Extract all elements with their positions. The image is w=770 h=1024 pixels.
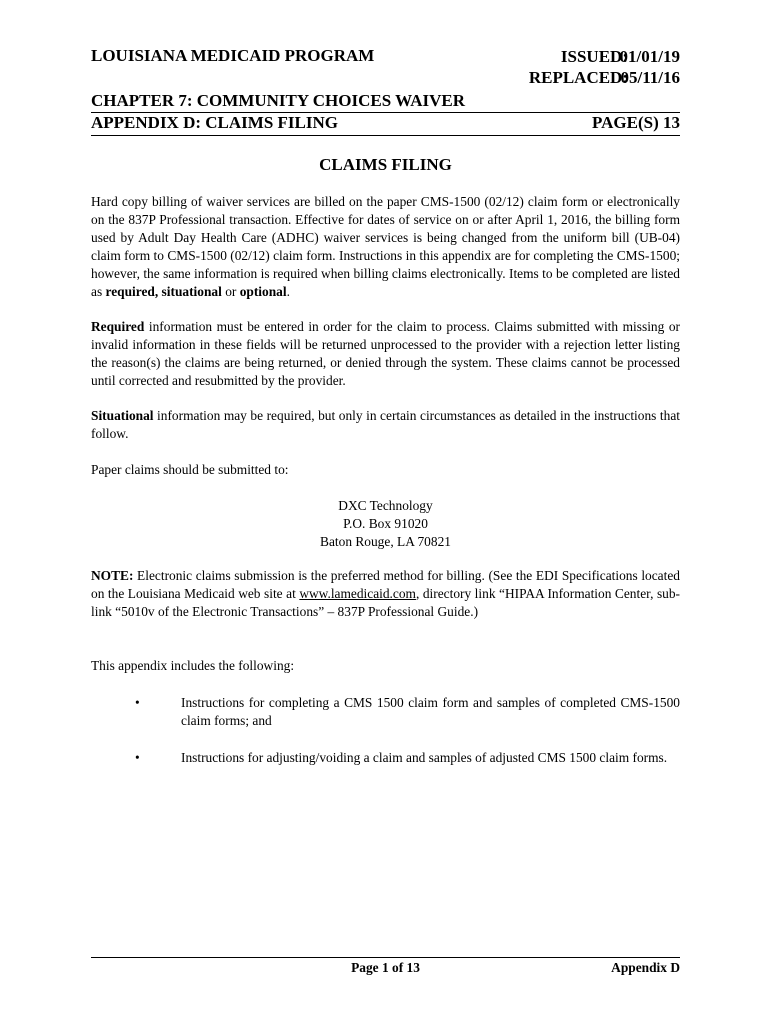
intro-paragraph xyxy=(91,193,680,301)
issued-date: 01/01/19 xyxy=(619,47,680,66)
list-item-text: Instructions for adjusting/voiding a claim and samples of adjusted CMS 1500 claim forms. xyxy=(181,750,668,765)
note-text-1: Electronic claims submission is the preferred method for billing. (See the EDI Specifications located on the Louisiana Medicaid web site at xyxy=(91,568,680,601)
footer-appendix: Appendix D xyxy=(611,960,680,975)
required-label: Required xyxy=(91,319,145,334)
intro-text: Hard copy billing of waiver services are billed on the paper CMS-1500 (02/12) claim form or electronically on the 837P Professional transaction. Effective for dates of service on or after April 1, 2016, the billing form used by Adult Day Health Care (ADHC) waiver services is being changed from the uniform bill (UB-04) claim form to CMS-1500 (02/12) claim form. Instructions in this appendix are for completing the CMS-1500; however, the same information is required when billing claims electronically. Items to be completed are listed as xyxy=(91,194,680,299)
includes-paragraph: This appendix includes the following: xyxy=(91,658,295,673)
header-dates xyxy=(620,46,680,88)
bullet-list xyxy=(91,694,680,786)
replaced-label: REPLACED: xyxy=(528,68,628,87)
submission-paragraph: Paper claims should be submitted to: xyxy=(91,462,289,477)
note-label: NOTE: xyxy=(91,568,134,583)
lamedicaid-link[interactable]: www.lamedicaid.com xyxy=(299,586,416,601)
footer-page-number: Page 1 of 13 xyxy=(351,960,420,975)
list-item xyxy=(91,694,680,730)
required-text: information must be entered in order for the claim to process. Claims submitted with missing or invalid information in these fields will be returned unprocessed to the provider with a rejection letter listing the reason(s) the claims are being returned, or denied through the system. These claims cannot be processed until corrected and resubmitted by the provider. xyxy=(91,319,680,388)
page-title: CLAIMS FILING xyxy=(319,155,452,174)
intro-text-or: or xyxy=(221,284,240,299)
issued-label: ISSUED: xyxy=(560,47,628,66)
situational-text: information may be required, but only in certain circumstances as detailed in the instructions that follow. xyxy=(91,408,680,441)
mailing-address xyxy=(91,497,680,551)
document-page xyxy=(91,0,680,1024)
note-text-2: , directory link “HIPAA Information Center, sub-link “5010v of the Electronic Transactions” – 837P Professional Guide.) xyxy=(91,586,681,619)
intro-text-end: . xyxy=(286,284,290,299)
program-name: LOUISIANA MEDICAID PROGRAM xyxy=(91,46,375,65)
situational-paragraph xyxy=(91,407,680,443)
required-paragraph xyxy=(91,318,680,390)
note-paragraph xyxy=(91,567,680,621)
address-line-1: DXC Technology xyxy=(338,498,433,513)
intro-bold-optional: optional xyxy=(239,284,287,299)
header-top-row xyxy=(91,46,680,86)
situational-label: Situational xyxy=(91,408,154,423)
bullet-icon: • xyxy=(135,695,140,710)
list-item-text: Instructions for completing a CMS 1500 claim form and samples of completed CMS-1500 claim forms; and xyxy=(181,695,680,728)
footer-divider xyxy=(91,957,680,958)
replaced-date: 05/11/16 xyxy=(620,68,680,87)
intro-bold-required: required, situational xyxy=(105,284,222,299)
address-line-3: Baton Rouge, LA 70821 xyxy=(320,534,451,549)
header-labels xyxy=(453,46,628,88)
page-count: PAGE(S) 13 xyxy=(592,113,680,132)
header-divider-bottom xyxy=(91,135,680,136)
address-line-2: P.O. Box 91020 xyxy=(343,516,428,531)
appendix-title: APPENDIX D: CLAIMS FILING xyxy=(91,113,338,132)
bullet-icon: • xyxy=(135,750,140,765)
chapter-title: CHAPTER 7: COMMUNITY CHOICES WAIVER xyxy=(91,91,466,110)
list-item xyxy=(91,749,680,767)
